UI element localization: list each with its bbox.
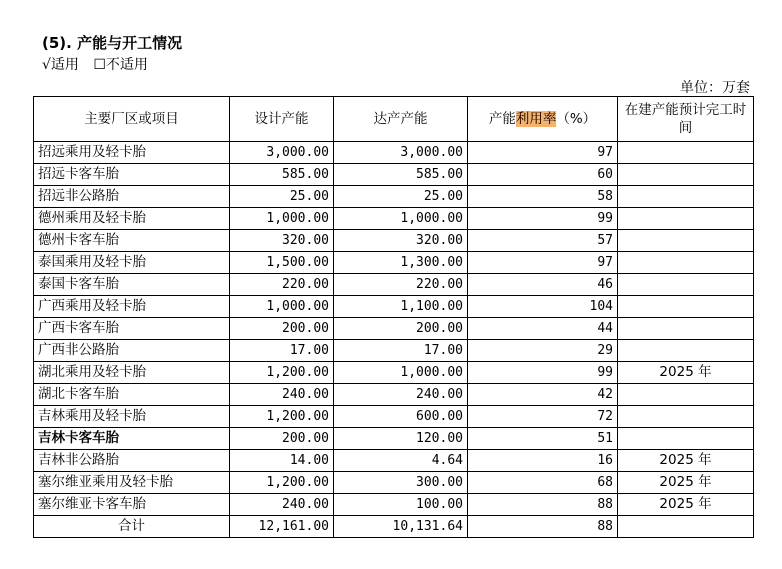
cell-utilization: 68	[468, 472, 618, 494]
cell-design-capacity: 200.00	[230, 318, 334, 340]
table-row	[34, 142, 754, 164]
cell-actual-capacity: 1,100.00	[334, 296, 468, 318]
cell-utilization: 72	[468, 406, 618, 428]
cell-expected-completion: 2025 年	[618, 450, 754, 472]
cell-design-capacity: 12,161.00	[230, 516, 334, 538]
table-row	[34, 472, 754, 494]
cell-actual-capacity: 320.00	[334, 230, 468, 252]
table-row	[34, 186, 754, 208]
utilization-suffix: （%）	[556, 111, 597, 127]
cell-actual-capacity: 10,131.64	[334, 516, 468, 538]
cell-actual-capacity: 600.00	[334, 406, 468, 428]
cell-utilization: 16	[468, 450, 618, 472]
utilization-prefix: 产能	[488, 111, 516, 127]
cell-design-capacity: 14.00	[230, 450, 334, 472]
cell-utilization: 29	[468, 340, 618, 362]
cell-actual-capacity: 240.00	[334, 384, 468, 406]
cell-utilization: 88	[468, 516, 618, 538]
cell-project-name: 吉林非公路胎	[34, 450, 230, 472]
cell-utilization: 99	[468, 362, 618, 384]
cell-utilization: 104	[468, 296, 618, 318]
cell-project-name: 吉林卡客车胎	[34, 428, 230, 450]
table-row	[34, 252, 754, 274]
cell-expected-completion	[618, 274, 754, 296]
cell-utilization: 60	[468, 164, 618, 186]
cell-actual-capacity: 200.00	[334, 318, 468, 340]
table-row	[34, 384, 754, 406]
cell-project-name: 德州乘用及轻卡胎	[34, 208, 230, 230]
cell-project-name: 塞尔维亚乘用及轻卡胎	[34, 472, 230, 494]
cell-actual-capacity: 1,000.00	[334, 208, 468, 230]
cell-utilization: 97	[468, 252, 618, 274]
col-header-utilization	[468, 97, 618, 142]
cell-project-name: 吉林乘用及轻卡胎	[34, 406, 230, 428]
cell-expected-completion	[618, 230, 754, 252]
cell-utilization: 51	[468, 428, 618, 450]
table-row	[34, 450, 754, 472]
cell-expected-completion	[618, 406, 754, 428]
cell-design-capacity: 200.00	[230, 428, 334, 450]
unit-label: 单位：万套	[680, 80, 750, 96]
cell-project-name: 招远非公路胎	[34, 186, 230, 208]
cell-design-capacity: 240.00	[230, 494, 334, 516]
cell-expected-completion	[618, 186, 754, 208]
cell-expected-completion	[618, 516, 754, 538]
cell-design-capacity: 585.00	[230, 164, 334, 186]
table-row	[34, 406, 754, 428]
cell-actual-capacity: 4.64	[334, 450, 468, 472]
cell-expected-completion	[618, 252, 754, 274]
cell-utilization: 58	[468, 186, 618, 208]
cell-project-name: 招远卡客车胎	[34, 164, 230, 186]
cell-actual-capacity: 1,000.00	[334, 362, 468, 384]
cell-design-capacity: 1,000.00	[230, 296, 334, 318]
cell-actual-capacity: 3,000.00	[334, 142, 468, 164]
cell-project-name: 德州卡客车胎	[34, 230, 230, 252]
col-header-actual-capacity: 达产产能	[334, 97, 468, 142]
cell-design-capacity: 25.00	[230, 186, 334, 208]
section-heading: (5). 产能与开工情况	[42, 34, 183, 52]
applicability-options	[42, 54, 158, 74]
table-row	[34, 296, 754, 318]
cell-project-name: 广西乘用及轻卡胎	[34, 296, 230, 318]
cell-expected-completion: 2025 年	[618, 472, 754, 494]
utilization-highlight: 利用率	[515, 111, 557, 127]
cell-design-capacity: 3,000.00	[230, 142, 334, 164]
cell-design-capacity: 220.00	[230, 274, 334, 296]
table-row	[34, 230, 754, 252]
cell-utilization: 99	[468, 208, 618, 230]
cell-expected-completion	[618, 142, 754, 164]
cell-actual-capacity: 25.00	[334, 186, 468, 208]
cell-utilization: 42	[468, 384, 618, 406]
cell-actual-capacity: 1,300.00	[334, 252, 468, 274]
cell-expected-completion	[618, 340, 754, 362]
cell-expected-completion: 2025 年	[618, 494, 754, 516]
cell-utilization: 46	[468, 274, 618, 296]
cell-expected-completion	[618, 318, 754, 340]
capacity-table	[33, 96, 754, 538]
table-row	[34, 318, 754, 340]
table-row	[34, 164, 754, 186]
cell-utilization: 88	[468, 494, 618, 516]
cell-expected-completion	[618, 164, 754, 186]
table-row	[34, 494, 754, 516]
cell-expected-completion	[618, 428, 754, 450]
cell-project-name: 广西卡客车胎	[34, 318, 230, 340]
cell-actual-capacity: 100.00	[334, 494, 468, 516]
cell-utilization: 44	[468, 318, 618, 340]
cell-project-name: 泰国乘用及轻卡胎	[34, 252, 230, 274]
cell-actual-capacity: 300.00	[334, 472, 468, 494]
cell-project-name: 广西非公路胎	[34, 340, 230, 362]
cell-design-capacity: 1,500.00	[230, 252, 334, 274]
cell-design-capacity: 320.00	[230, 230, 334, 252]
cell-design-capacity: 1,200.00	[230, 472, 334, 494]
table-row	[34, 208, 754, 230]
cell-expected-completion	[618, 296, 754, 318]
cell-project-name: 合计	[34, 516, 230, 538]
table-header-row	[34, 97, 754, 142]
cell-expected-completion	[618, 384, 754, 406]
cell-expected-completion	[618, 208, 754, 230]
table-row	[34, 362, 754, 384]
cell-project-name: 湖北乘用及轻卡胎	[34, 362, 230, 384]
cell-project-name: 湖北卡客车胎	[34, 384, 230, 406]
cell-design-capacity: 1,200.00	[230, 406, 334, 428]
cell-project-name: 塞尔维亚卡客车胎	[34, 494, 230, 516]
cell-actual-capacity: 17.00	[334, 340, 468, 362]
cell-project-name: 招远乘用及轻卡胎	[34, 142, 230, 164]
cell-design-capacity: 1,200.00	[230, 362, 334, 384]
cell-design-capacity: 240.00	[230, 384, 334, 406]
not-applicable-option: ☐不适用	[93, 57, 148, 73]
table-row	[34, 340, 754, 362]
cell-project-name: 泰国卡客车胎	[34, 274, 230, 296]
table-row	[34, 274, 754, 296]
cell-actual-capacity: 585.00	[334, 164, 468, 186]
table-row	[34, 428, 754, 450]
col-header-design-capacity: 设计产能	[230, 97, 334, 142]
table-body	[34, 142, 754, 538]
col-header-project: 主要厂区或项目	[34, 97, 230, 142]
cell-utilization: 97	[468, 142, 618, 164]
cell-expected-completion: 2025 年	[618, 362, 754, 384]
cell-utilization: 57	[468, 230, 618, 252]
col-header-expected-completion: 在建产能预计完工时间	[618, 97, 754, 142]
applicable-option: √适用	[42, 57, 79, 73]
table-total-row	[34, 516, 754, 538]
cell-design-capacity: 17.00	[230, 340, 334, 362]
cell-design-capacity: 1,000.00	[230, 208, 334, 230]
cell-actual-capacity: 220.00	[334, 274, 468, 296]
cell-actual-capacity: 120.00	[334, 428, 468, 450]
